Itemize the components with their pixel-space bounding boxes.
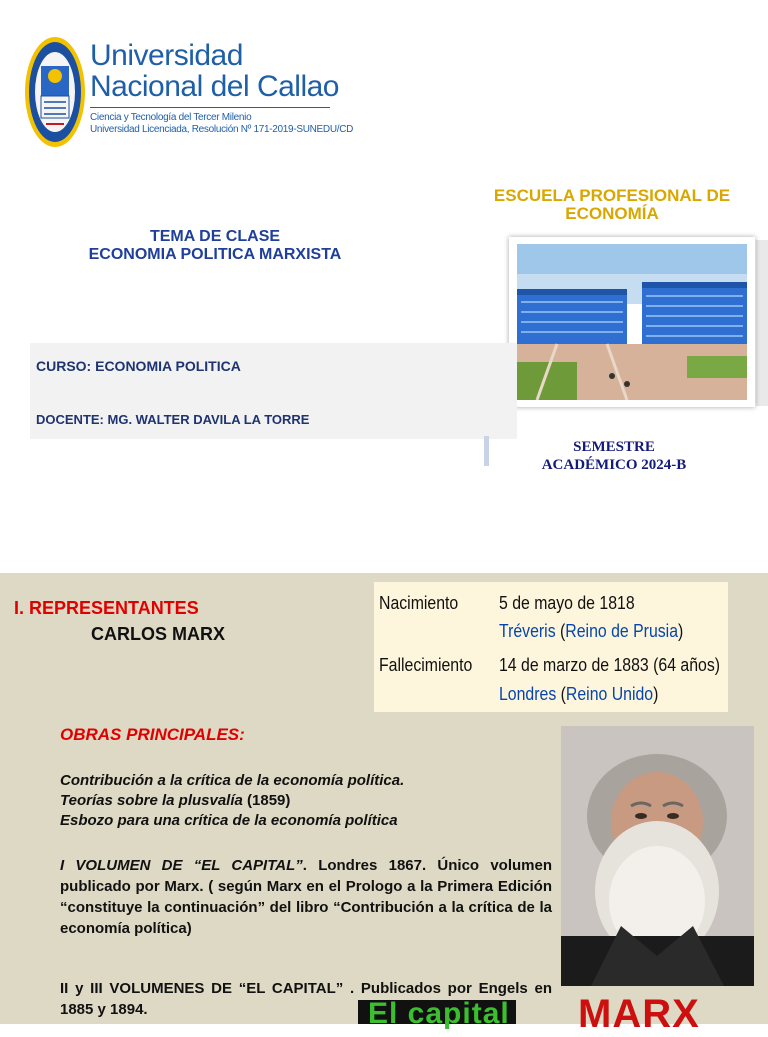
- university-tagline-line2: Universidad Licenciada, Resolución Nº 171-2019-SUNEDU/CD: [90, 124, 354, 135]
- volume1-lead: I VOLUMEN DE “EL CAPITAL”: [60, 857, 303, 874]
- work-year: (1859): [247, 792, 291, 809]
- school-title: [472, 187, 752, 223]
- representative-name: CARLOS MARX: [91, 624, 225, 644]
- semester-marker: [484, 436, 489, 466]
- death-date: 14 de marzo de 1883 (64 años): [499, 655, 721, 675]
- university-name-line2: Nacional del Callao: [90, 70, 339, 103]
- semester-line2: ACADÉMICO 2024-B: [541, 457, 687, 473]
- volume1-paragraph: [60, 855, 552, 939]
- death-region-link[interactable]: Reino Unido: [565, 684, 654, 704]
- university-name-line1: Universidad: [90, 39, 243, 72]
- campus-photo: [517, 244, 747, 400]
- teacher-name: DOCENTE: MG. WALTER DAVILA LA TORRE: [36, 412, 310, 427]
- marx-cover-text: MARX: [578, 992, 700, 1036]
- birth-city-link[interactable]: Tréveris: [499, 621, 556, 641]
- birth-date: 5 de mayo de 1818: [499, 593, 635, 613]
- photo-edge: [756, 240, 768, 406]
- semester-line1: SEMESTRE: [573, 439, 655, 455]
- school-title-line1: ESCUELA PROFESIONAL DE: [493, 186, 731, 205]
- works-title: OBRAS PRINCIPALES:: [60, 725, 245, 744]
- topic-title-line1: TEMA DE CLASE: [149, 228, 281, 245]
- work-item: Contribución a la crítica de la economía política.: [60, 772, 405, 789]
- campus-photo-frame: [509, 237, 755, 407]
- volume1-text: . Londres 1867. Único volumen publicado por Marx. ( según Marx en el Prologo a la Primera Edición “constituye la continuación” del libro “Contribución a la crítica de la economía política): [60, 857, 552, 937]
- university-seal-logo: [24, 36, 86, 148]
- work-title: Teorías sobre la plusvalía: [60, 792, 243, 809]
- university-tagline: [90, 112, 353, 136]
- volume2-3-paragraph: II y III VOLUMENES DE “EL CAPITAL” . Publicados por Engels en 1885 y 1894.: [60, 980, 552, 1018]
- el-capital-cover-text: El capital: [368, 997, 510, 1030]
- work-item: Esbozo para una crítica de la economía política: [60, 812, 398, 829]
- works-list: [60, 771, 404, 831]
- university-name: [90, 40, 339, 102]
- death-place: Londres (Reino Unido): [499, 684, 659, 704]
- birth-place: Tréveris (Reino de Prusia): [499, 621, 684, 641]
- section-title: I. REPRESENTANTES: [14, 598, 199, 618]
- death-label: Fallecimiento: [379, 655, 473, 675]
- course-name: CURSO: ECONOMIA POLITICA: [36, 358, 241, 374]
- divider: [90, 107, 330, 108]
- birth-label: Nacimiento: [379, 593, 459, 613]
- university-tagline-line1: Ciencia y Tecnología del Tercer Milenio: [90, 112, 252, 123]
- topic-title-line2: ECONOMIA POLITICA MARXISTA: [88, 246, 342, 263]
- karl-marx-portrait: [561, 726, 754, 986]
- topic-title: [30, 228, 400, 264]
- death-city-link[interactable]: Londres: [499, 684, 557, 704]
- semester-label: [494, 438, 734, 474]
- birth-region-link[interactable]: Reino de Prusia: [565, 621, 679, 641]
- school-title-line2: ECONOMÍA: [565, 204, 659, 223]
- work-item: [60, 791, 404, 811]
